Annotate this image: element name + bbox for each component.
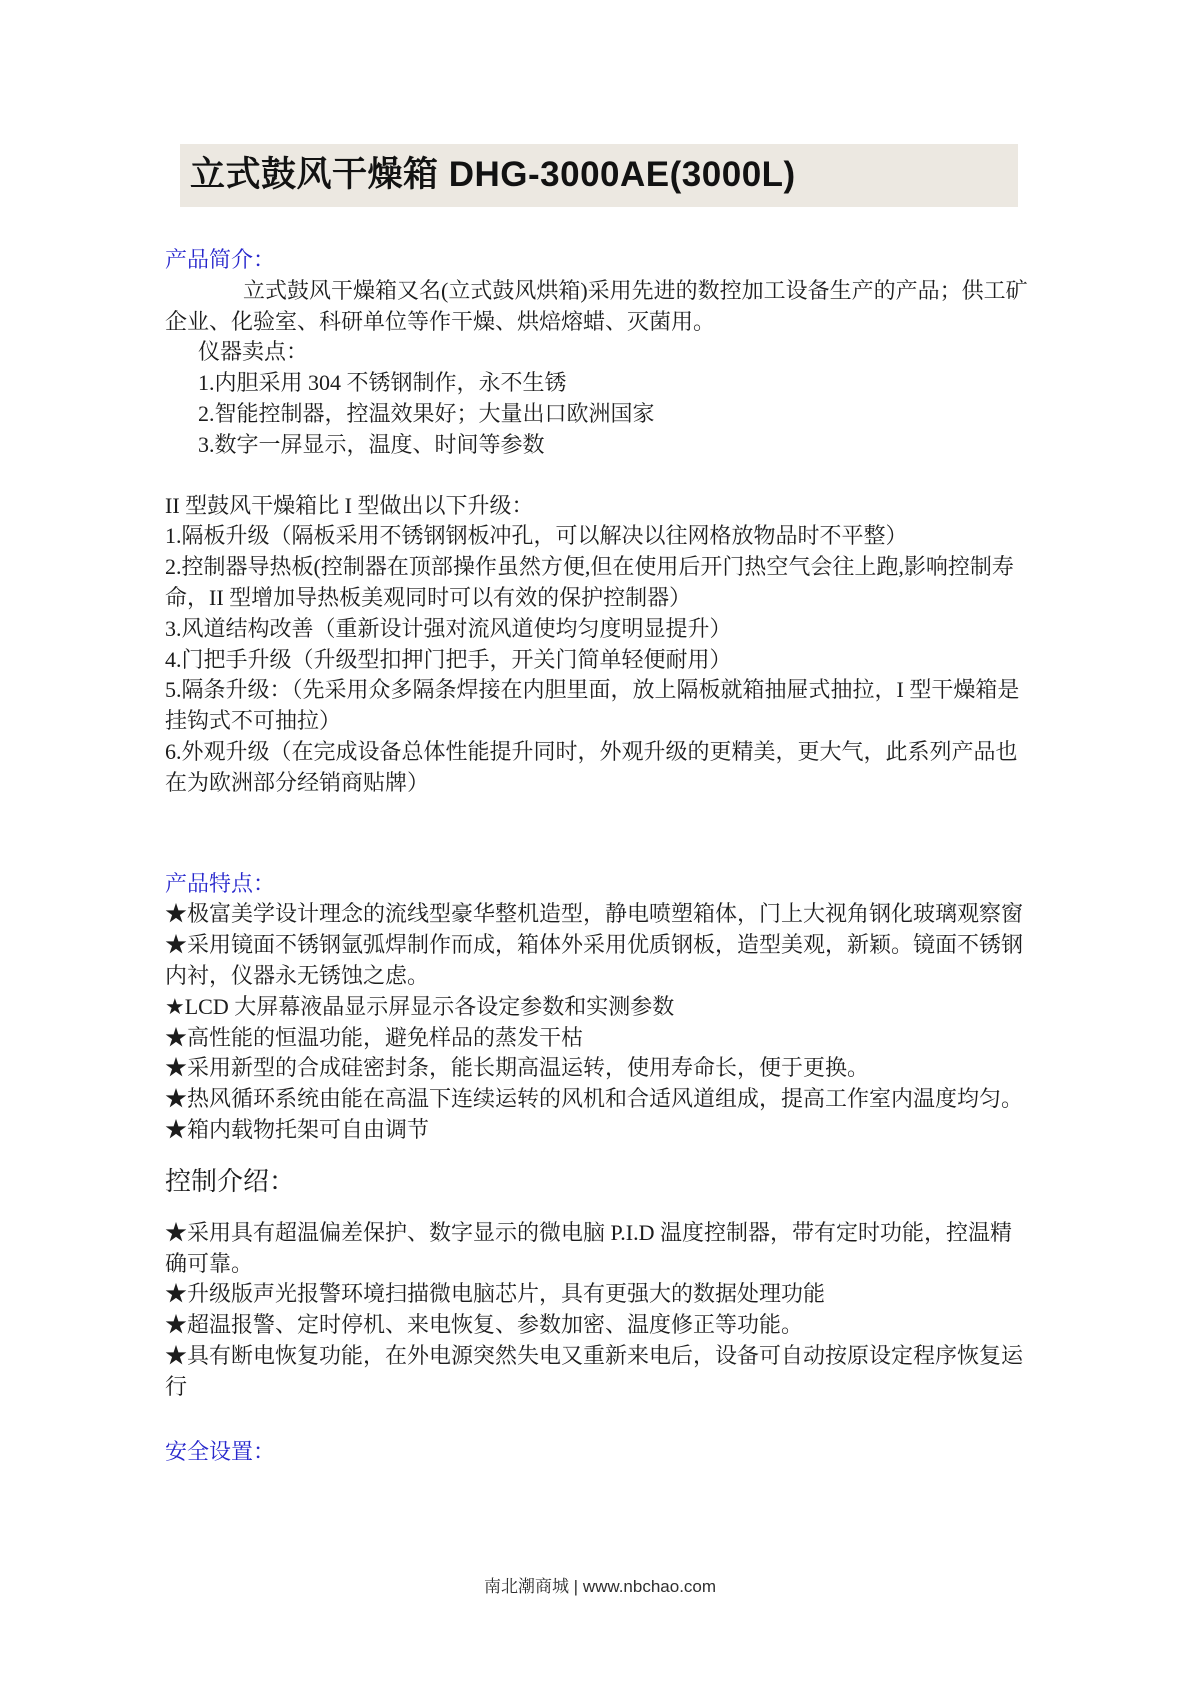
upgrade-item: 5.隔条升级：（先采用众多隔条焊接在内胆里面，放上隔板就箱抽屉式抽拉，I 型干燥箱是挂钩式不可抽拉） [165, 677, 1020, 734]
feature-item: ★箱内载物托架可自由调节 [165, 1116, 430, 1142]
feature-item: ★采用镜面不锈钢氩弧焊制作而成，箱体外采用优质钢板，造型美观，新颖。镜面不锈钢内衬，仪器永无锈蚀之虑。 [165, 932, 1024, 988]
upgrade-item: 2.控制器导热板(控制器在顶部操作虽然方便,但在使用后开门热空气会往上跑,影响控制寿命，II 型增加导热板美观同时可以有效的保护控制器） [165, 554, 1014, 610]
control-list [165, 1218, 1033, 1403]
feature-item: ★热风循环系统由能在高温下连续运转的风机和合适风道组成，提高工作室内温度均匀。 [165, 1086, 1024, 1112]
control-item: ★超温报警、定时停机、来电恢复、参数加密、温度修正等功能。 [165, 1312, 804, 1338]
control-item: ★采用具有超温偏差保护、数字显示的微电脑 P.I.D 温度控制器，带有定时功能，控温精确可靠。 [165, 1219, 1013, 1276]
section-heading-safety: 安全设置： [165, 1438, 276, 1464]
selling-point-item: 2.智能控制器，控温效果好；大量出口欧洲国家 [198, 400, 655, 426]
upgrade-item: 4.门把手升级（升级型扣押门把手，开关门简单轻便耐用） [165, 646, 732, 672]
feature-item: ★极富美学设计理念的流线型豪华整机造型，静电喷塑箱体，门上大视角钢化玻璃观察窗 [165, 901, 1024, 927]
upgrade-item: 3.风道结构改善（重新设计强对流风道使均匀度明显提升） [165, 615, 732, 641]
feature-item: ★采用新型的合成硅密封条，能长期高温运转，使用寿命长，便于更换。 [165, 1055, 870, 1081]
intro-paragraph: 立式鼓风干燥箱又名(立式鼓风烘箱)采用先进的数控加工设备生产的产品；供工矿企业、化验室、科研单位等作干燥、烘焙熔蜡、灭菌用。 [165, 277, 1028, 334]
control-item: ★具有断电恢复功能，在外电源突然失电又重新来电后，设备可自动按原设定程序恢复运行 [165, 1342, 1024, 1399]
page-footer: 南北潮商城 | www.nbchao.com [483, 1577, 717, 1596]
upgrade-item: 1.隔板升级（隔板采用不锈钢钢板冲孔，可以解决以往网格放物品时不平整） [165, 523, 908, 549]
document-content [165, 0, 1033, 1467]
document-title: 立式鼓风干燥箱 DHG-3000AE(3000L) [190, 155, 796, 195]
section-heading-control: 控制介绍： [165, 1166, 296, 1196]
feature-item: ★LCD 大屏幕液晶显示屏显示各设定参数和实测参数 [165, 993, 675, 1019]
section-heading-intro: 产品简介： [165, 247, 276, 272]
title-bar [180, 144, 1018, 207]
upgrades-heading: II 型鼓风干燥箱比 I 型做出以下升级： [165, 492, 534, 518]
selling-point-item: 3.数字一屏显示，温度、时间等参数 [198, 431, 545, 457]
upgrade-item: 6.外观升级（在完成设备总体性能提升同时，外观升级的更精美，更大气，此系列产品也在为欧洲部分经销商贴牌） [165, 738, 1018, 795]
control-item: ★升级版声光报警环境扫描微电脑芯片，具有更强大的数据处理功能 [165, 1281, 826, 1307]
feature-item: ★高性能的恒温功能，避免样品的蒸发干枯 [165, 1024, 584, 1050]
selling-points-title: 仪器卖点： [198, 339, 309, 365]
section-heading-features: 产品特点： [165, 870, 276, 896]
selling-point-item: 1.内胆采用 304 不锈钢制作，永不生锈 [198, 370, 567, 396]
